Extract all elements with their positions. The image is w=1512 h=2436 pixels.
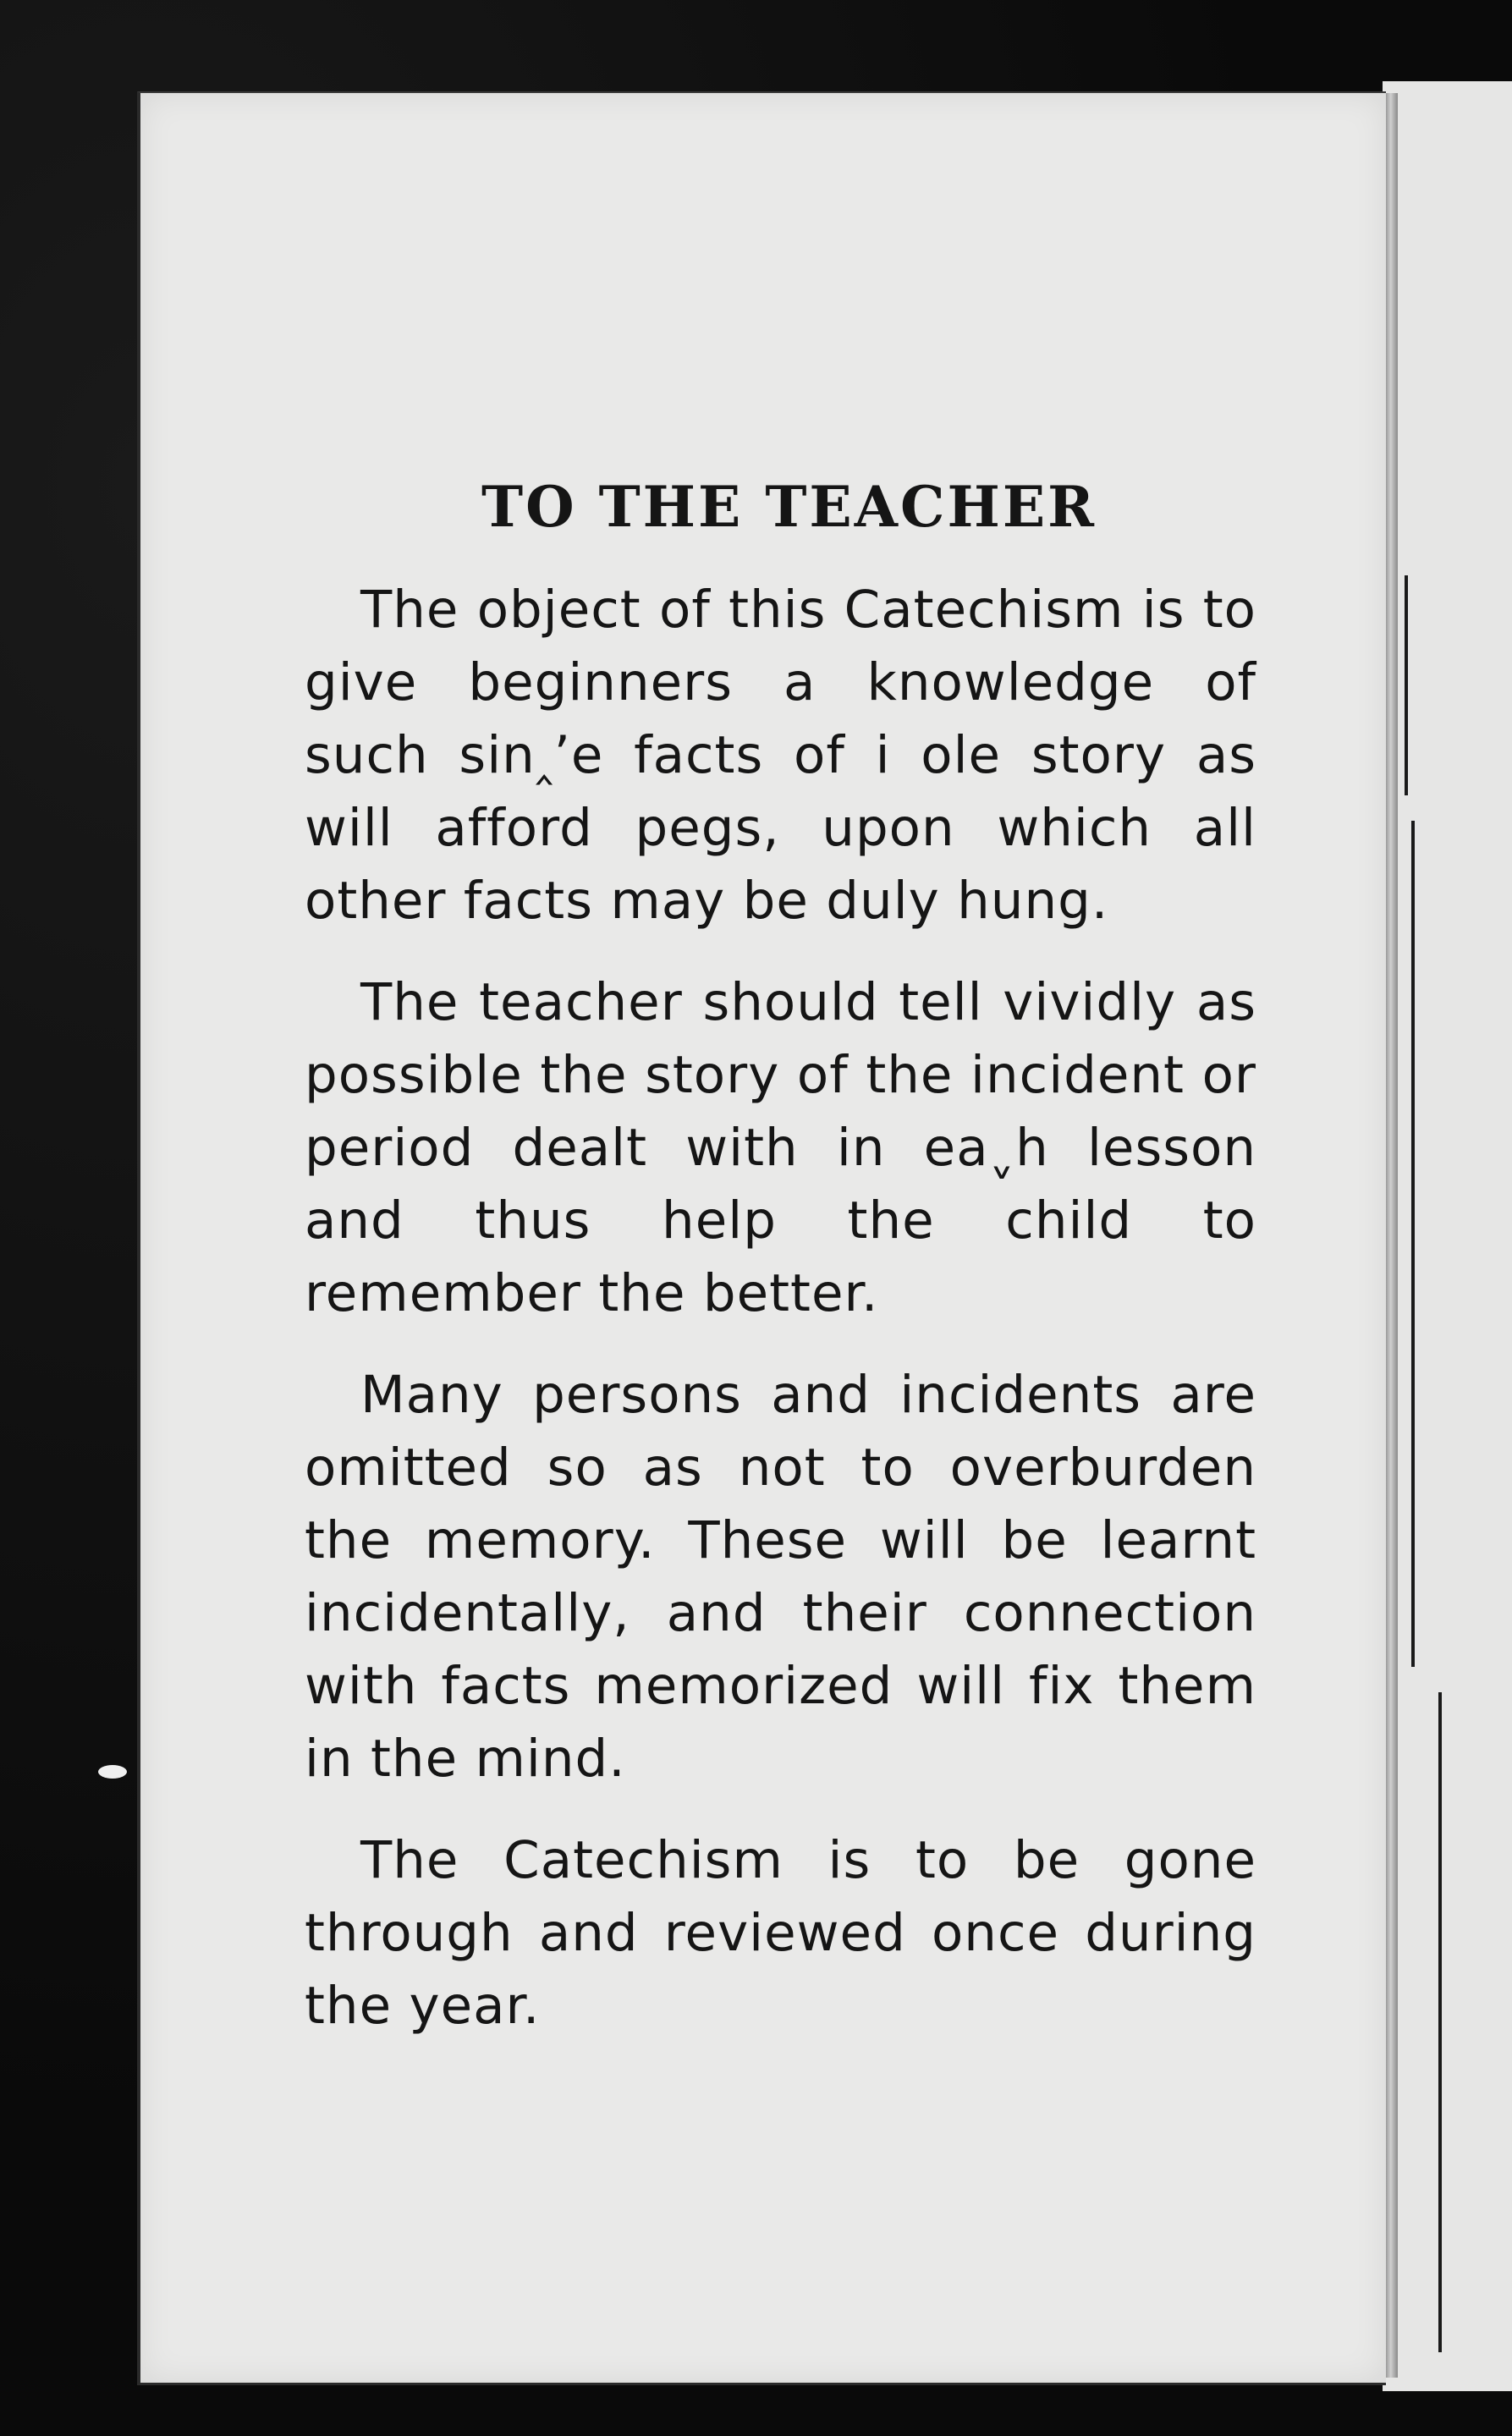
paragraph-omitted-incidents: Many persons and incidents are omitted so as not to overburden the memory. These will be learnt incidentally, and their connection with facts memorized will fix them in the mind.	[305, 1365, 1256, 1789]
dust-speck	[98, 1765, 127, 1779]
page-heading: TO THE TEACHER	[481, 474, 1097, 540]
paragraph-teacher-instructions: The teacher should tell vividly as possible the story of the incident or period dealt with in eaˬh lesson and thus help the child to remember the better.	[305, 972, 1256, 1323]
paragraph-object: The object of this Catechism is to give beginners a knowledge of such sin‸ʼe facts of i ole story as will afford pegs, upon which all other facts may be duly hung.	[305, 580, 1256, 931]
page-content	[305, 474, 1256, 2043]
spine-shadow	[1438, 1692, 1442, 2352]
paragraph-review-schedule: The Catechism is to be gone through and reviewed once during the year.	[305, 1830, 1256, 2036]
facing-page-edge	[1383, 81, 1512, 2391]
spine-shadow	[1411, 821, 1415, 1667]
spine-shadow	[1405, 575, 1408, 795]
book-spine	[1386, 93, 1398, 2378]
